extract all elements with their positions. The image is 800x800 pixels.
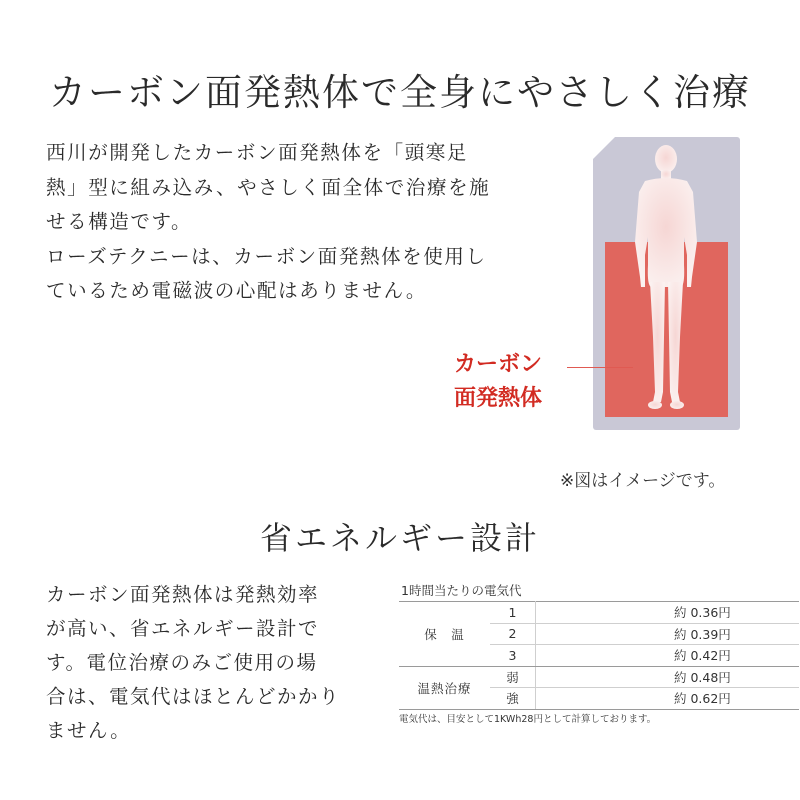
level-cell: 3	[490, 645, 536, 667]
eco-line: 合は、電気代はほとんどかかり	[46, 685, 341, 708]
cost-table-title: 1時間当たりの電気代	[401, 583, 522, 598]
cost-cell: 約 0.36円	[536, 602, 800, 624]
table-row	[399, 602, 799, 624]
intro-line: せる構造です。	[46, 210, 193, 233]
electricity-cost-table	[399, 601, 799, 710]
label-leader-line	[567, 367, 633, 368]
carbon-heater-label	[438, 348, 558, 416]
eco-paragraph	[46, 578, 386, 748]
level-cell: 2	[490, 623, 536, 645]
eco-line: が高い、省エネルギー設計で	[46, 617, 320, 640]
carbon-heater-illustration	[593, 137, 740, 430]
image-note: ※図はイメージです。	[560, 471, 726, 491]
eco-line: す。電位治療のみご使用の場	[46, 651, 318, 674]
intro-line: ローズテクニーは、カーボン面発熱体を使用し	[46, 244, 487, 268]
carbon-label-line: 面発熱体	[453, 386, 542, 411]
level-cell: 1	[490, 602, 536, 624]
intro-line: ているため電磁波の心配はありません。	[46, 279, 427, 302]
main-heading: カーボン面発熱体で全身にやさしく治療	[49, 71, 751, 114]
carbon-label-line: カーボン	[453, 352, 542, 377]
intro-paragraph	[46, 136, 546, 309]
level-cell: 強	[490, 688, 536, 710]
level-cell: 弱	[490, 666, 536, 688]
cost-cell: 約 0.42円	[536, 645, 800, 667]
cost-cell: 約 0.62円	[536, 688, 800, 710]
cost-cell: 約 0.48円	[536, 666, 800, 688]
table-row	[399, 666, 799, 688]
intro-line: 西川が開発したカーボン面発熱体を「頭寒足	[46, 141, 469, 164]
human-body-silhouette-icon	[593, 137, 740, 430]
eco-heading: 省エネルギー設計	[259, 519, 540, 557]
eco-line: ません。	[46, 719, 132, 742]
intro-line: 熱」型に組み込み、やさしく面全体で治療を施	[46, 175, 491, 199]
group-label-keep-warm: 保 温	[399, 602, 490, 667]
cost-footnote: 電気代は、目安として1KWh28円として計算しております。	[399, 714, 657, 725]
cost-cell: 約 0.39円	[536, 623, 800, 645]
eco-line: カーボン面発熱体は発熱効率	[46, 583, 320, 606]
group-label-heat-therapy: 温熱治療	[399, 666, 490, 709]
